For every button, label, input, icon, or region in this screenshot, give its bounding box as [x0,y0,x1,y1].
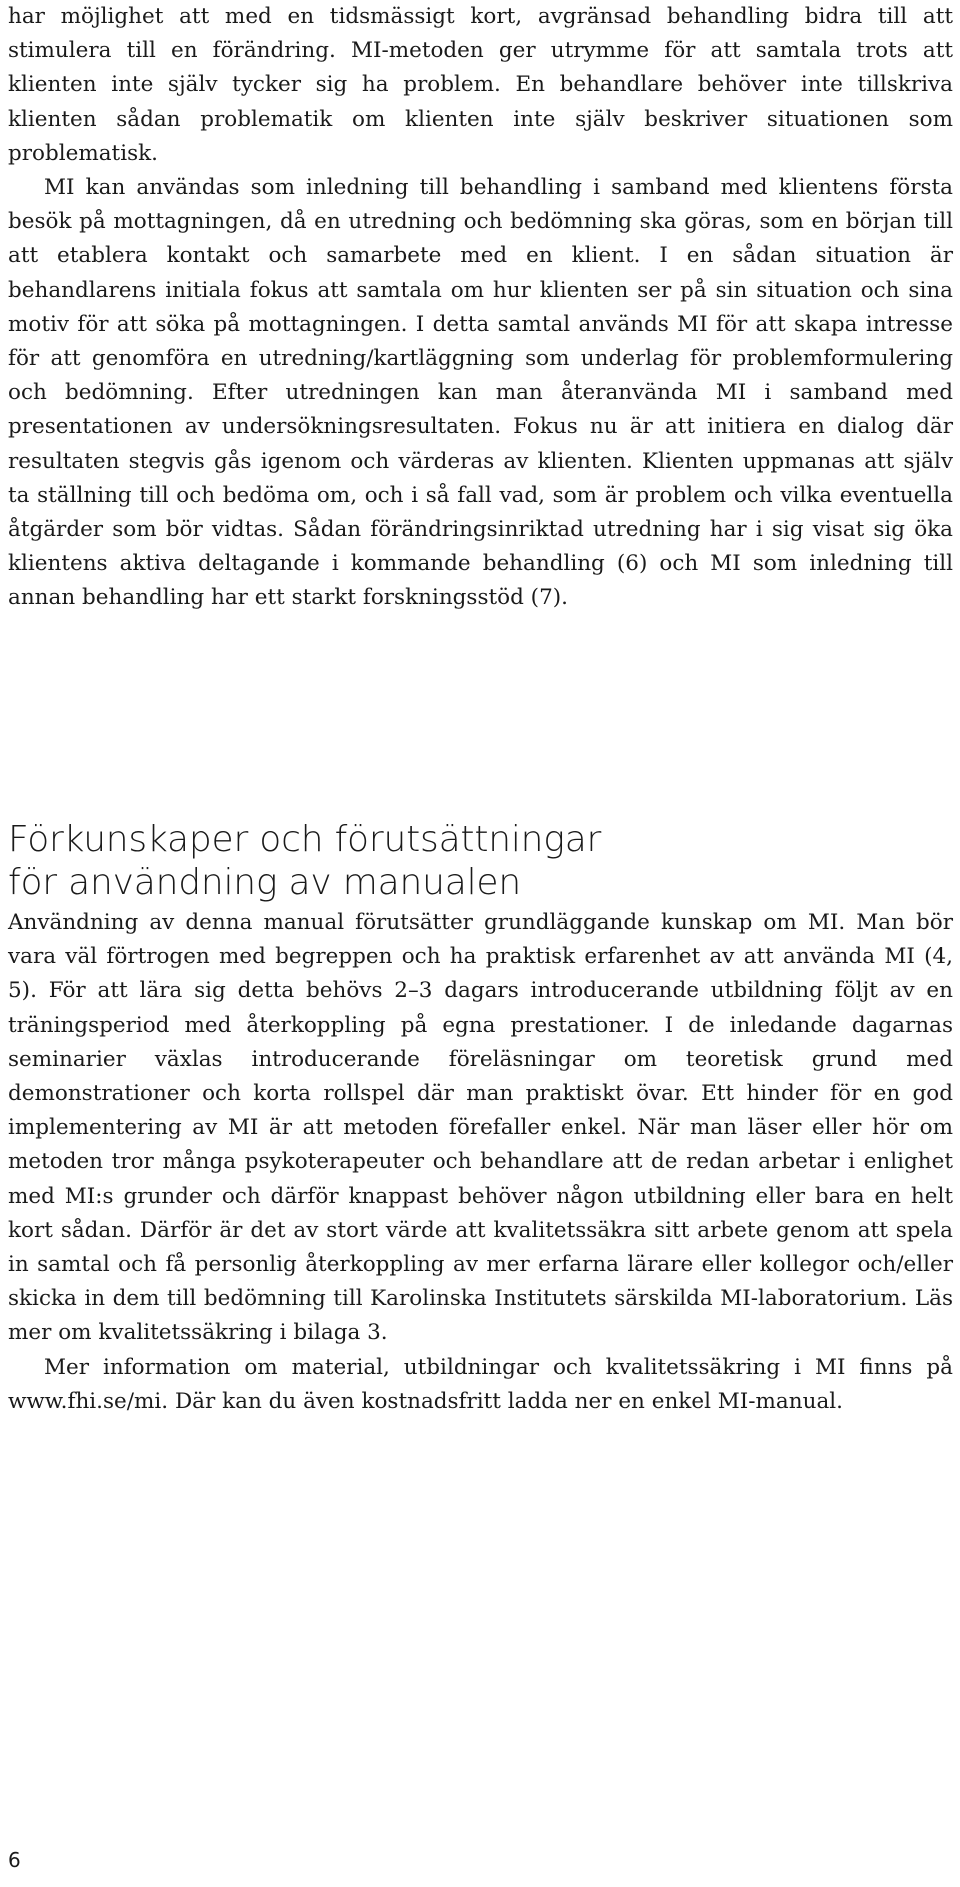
page-number: 6 [8,1848,21,1872]
section-heading-line-1: Förkunskaper och förutsättningar [8,819,602,860]
paragraph-prerequisites: Användning av denna manual förutsätter grundläggande kunskap om MI. Man bör vara väl förtrogen med begreppen och ha praktisk erfarenhet av att använda MI (4, 5). För att lära sig detta behövs 2–3 dagars introducerande utbildning följt av en träningsperiod med återkoppling på egna prestationer. I de inledande dagarnas seminarier växlas introducerande föreläsningar om teoretisk grund med demonstrationer och korta rollspel där man praktiskt övar. Ett hinder för en god implementering av MI är att metoden förefaller enkel. När man läser eller hör om metoden tror många psykoterapeuter och behandlare att de redan arbetar i enlighet med MI:s grunder och därför knappast behöver någon utbildning eller bara en helt kort sådan. Därför är det av stort värde att kvalitetssäkra sitt arbete genom att spela in samtal och få personlig återkoppling av mer erfarna lärare eller kollegor och/eller skicka in dem till bedömning till Karolinska Institutets särskilda MI-laboratorium. Läs mer om kvalitetssäkring i bilaga 3. [8,910,953,1346]
paragraph-more-info: Mer information om material, utbildningar och kvalitetssäkring i MI finns på www.fhi.se/mi. Där kan du även kostnadsfritt ladda ner en enkel MI-manual. [8,1354,953,1414]
prerequisites-section [8,906,953,1419]
section-heading-line-2: för användning av manualen [8,862,521,903]
intro-section [8,0,953,616]
section-heading [8,818,953,904]
paragraph-mi-usage: MI kan användas som inledning till behandling i samband med klientens första besök på mottagningen, då en utredning och bedömning ska göras, som en början till att etablera kontakt och samarbete med en klient. I en sådan situation är behandlarens initiala fokus att samtala om hur klienten ser på sin situation och sina motiv för att söka på mottagningen. I detta samtal används MI för att skapa intresse för att genomföra en utredning/kartläggning som underlag för problemformulering och bedömning. Efter utredningen kan man återanvända MI i samband med presentationen av undersökningsresultaten. Fokus nu är att initiera en dialog där resultaten stegvis gås igenom och värderas av klienten. Klienten uppmanas att själv ta ställning till och bedöma om, och i så fall vad, som är problem och vilka eventuella åtgärder som bör vidtas. Sådan förändringsinriktad utredning har i sig visat sig öka klientens aktiva deltagande i kommande behandling (6) och MI som inledning till annan behandling har ett starkt forskningsstöd (7). [8,175,953,611]
paragraph-continuation: har möjlighet att med en tidsmässigt kort, avgränsad behandling bidra till att stimulera till en förändring. MI-metoden ger utrymme för att samtala trots att klienten inte själv tycker sig ha problem. En behandlare behöver inte tillskriva klienten sådan problematik om klienten inte själv beskriver situationen som problematisk. [8,4,953,166]
